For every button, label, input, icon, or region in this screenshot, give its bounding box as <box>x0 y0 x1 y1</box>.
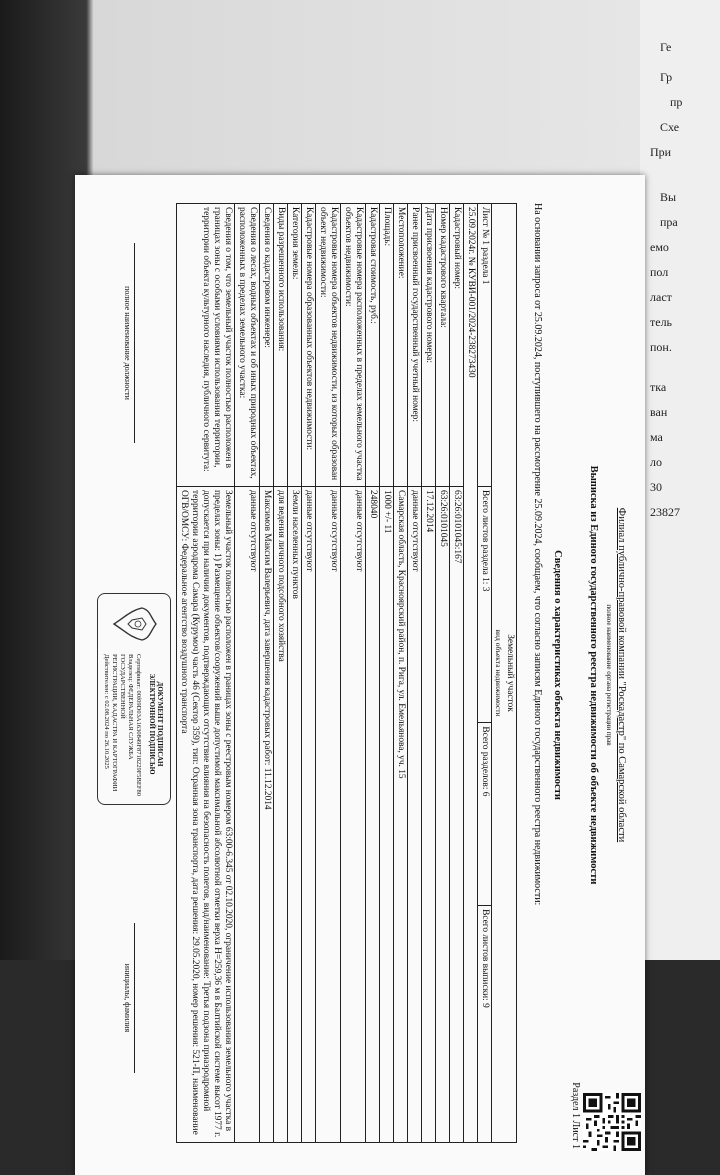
row-label: Виды разрешенного использования: <box>274 204 288 487</box>
table-row <box>492 204 517 1143</box>
table-row <box>380 204 394 1143</box>
stamp-validity: Действителен: с 02.08.2024 по 26.10.2025 <box>103 654 110 769</box>
stamp-title-line2: ЭЛЕКТРОННОЙ ПОДПИСЬЮ <box>148 673 156 775</box>
stamp-owner-line2: РЕГИСТРАЦИИ, КАДАСТРА И КАРТОГРАФИИ <box>111 654 118 792</box>
object-type-cell <box>492 204 517 1143</box>
fragment-text: 30 <box>650 480 662 494</box>
sheets-total: Всего листов выписки: 9 <box>478 906 492 1143</box>
row-value: 1000 +/- 11 <box>380 487 394 1143</box>
row-label: Категория земель: <box>288 204 302 487</box>
fragment-text: емо <box>650 240 669 254</box>
table-row <box>464 204 478 1143</box>
fragment-text: ван <box>650 405 668 419</box>
row-label: Кадастровая стоимость, руб.: <box>366 204 380 487</box>
row-value: Земельный участок полностью расположен в границах зоны с реестровым номером 63:00-6.345 от 02.10.2020, ограничение использования земельного участка в пределах зоны: 1) Размещение объектов/сооружений выше допустимой максимальной абсолютной отметки верха H=259,36 м в Балтийской системе высот 1977 г. допускается при наличии документов, подтверждающих отсутствие влияния на безопасность полетов, вид/наименование: Третья подзона приаэродромной территории аэродрома Самара (Курумоч) часть 46 (Сектор 359), тип: Охранная зона транспорта, дата решения: 29.05.2020, номер решения: 521-П, наименование ОГВ/ОМСУ: Федеральное агентство воздушного транспорта <box>177 487 235 1143</box>
fragment-text: ма <box>650 430 663 444</box>
row-value: Самарская область, Красноярский район, п. Рига, ул. Емельянова, уч. 15 <box>394 487 408 1143</box>
row-label: Сведения о том, что земельный участок полностью расположен в границах зоны с особыми условиями использования территории, территории объекта культурного наследия, публичного сервитута: <box>177 204 235 487</box>
document-page <box>75 175 645 1175</box>
table-row <box>274 204 288 1143</box>
table-row <box>288 204 302 1143</box>
fragment-text: Схе <box>660 120 680 134</box>
fragment-text: Ге <box>660 40 672 54</box>
document-subtitle: Сведения о характеристиках объекта недвижимости <box>552 550 563 800</box>
row-value: Максимов Максим Валерьевич, дата завершения кадастровых работ: 11.12.2014 <box>260 487 274 1143</box>
fragment-text: пол <box>650 265 669 279</box>
stamp-title-line1: ДОКУМЕНТ ПОДПИСАН <box>156 681 164 767</box>
rotated-document <box>75 175 645 1175</box>
organization-caption: полное наименование органа регистрации прав <box>605 604 613 746</box>
fragment-text: ло <box>650 455 662 469</box>
object-type: Земельный участок <box>505 634 515 712</box>
table-row <box>235 204 260 1143</box>
fragment-text: 23827 <box>650 505 680 519</box>
table-row <box>316 204 341 1143</box>
underlying-page <box>640 0 720 960</box>
row-value: данные отсутствуют <box>341 487 366 1143</box>
table-row <box>177 204 235 1143</box>
table-row <box>450 204 464 1143</box>
row-value: данные отсутствуют <box>316 487 341 1143</box>
row-value: 17.12.2014 <box>422 487 436 1143</box>
fragment-text: пон. <box>650 340 672 354</box>
fragment-text: ласт <box>650 290 672 304</box>
row-value: данные отсутствуют <box>302 487 316 1143</box>
table-row <box>422 204 436 1143</box>
property-table <box>176 203 517 1143</box>
row-label: Ранее присвоенный государственный учетный номер: <box>408 204 422 487</box>
row-label: Площадь: <box>380 204 394 487</box>
row-value: данные отсутствуют <box>235 487 260 1143</box>
sheet-number: Лист № 1 раздела 1 <box>478 204 492 487</box>
fragment-text: пр <box>670 95 683 109</box>
stamp-owner-line1: Владелец: ФЕДЕРАЛЬНАЯ СЛУЖБА ГОСУДАРСТВЕННОЙ <box>119 654 134 760</box>
sheets-in-section: Всего листов раздела 1: 3 <box>478 487 492 723</box>
row-label: Кадастровый номер: <box>450 204 464 487</box>
position-caption: полное наименование должности <box>123 243 135 443</box>
object-type-caption: вид объекта недвижимости <box>494 629 503 717</box>
row-label: Кадастровые номера объектов недвижимости, из которых образован объект недвижимости: <box>316 204 341 487</box>
row-label: Кадастровые номера расположенных в пределах земельного участка объектов недвижимости: <box>341 204 366 487</box>
table-row <box>302 204 316 1143</box>
signature-block <box>95 203 175 1143</box>
sections-total: Всего разделов: 6 <box>478 723 492 906</box>
table-row <box>394 204 408 1143</box>
row-label: Кадастровые номера образованных объектов недвижимости: <box>302 204 316 487</box>
row-label: Номер кадастрового квартала: <box>436 204 450 487</box>
document-title: Выписка из Единого государственного реестра недвижимости об объекте недвижимости <box>588 465 599 885</box>
table-row <box>366 204 380 1143</box>
extract-date-number: 25.09.2024г. № КУВИ-001/2024-238273430 <box>464 204 478 1143</box>
fragment-text: пра <box>660 215 678 229</box>
row-label: Местоположение: <box>394 204 408 487</box>
fragment-text: тель <box>650 315 673 329</box>
request-basis-text: На основании запроса от 25.09.2024, поступившего на рассмотрение 25.09.2024, сообщаем, что согласно записям Единого государственного реестра недвижимости: <box>532 203 543 906</box>
coat-of-arms-icon <box>110 602 160 646</box>
initials-caption: инициалы, фамилия <box>123 923 135 1073</box>
row-label: Сведения о лесах, водных объектах и об иных природных объектах, расположенных в пределах земельного участка: <box>235 204 260 487</box>
table-row <box>341 204 366 1143</box>
section-sheet-label: Раздел 1 Лист 1 <box>570 1082 581 1149</box>
table-row <box>436 204 450 1143</box>
row-value: 63:26:0101045 <box>436 487 450 1143</box>
fragment-text: Гр <box>660 70 673 84</box>
row-value: Земли населенных пунктов <box>288 487 302 1143</box>
organization-name: Филиал публично-правовой компании "Роскадастр" по Самарской области <box>616 507 627 843</box>
table-row <box>478 204 492 1143</box>
fragment-text: Вы <box>660 190 677 204</box>
row-value: 248040 <box>366 487 380 1143</box>
table-row <box>408 204 422 1143</box>
table-row <box>260 204 274 1143</box>
electronic-signature-stamp <box>97 593 171 805</box>
fragment-text: тка <box>650 380 667 394</box>
row-value: для ведения личного подсобного хозяйства <box>274 487 288 1143</box>
row-label: Сведения о кадастровом инженере: <box>260 204 274 487</box>
row-value: данные отсутствуют <box>408 487 422 1143</box>
stamp-certificate: Сертификат: 00f09D03A1630849F8718229F5BEF80 <box>135 654 142 796</box>
row-label: Дата присвоения кадастрового номера: <box>422 204 436 487</box>
row-value: 63:26:0101045:167 <box>450 487 464 1143</box>
fragment-text: При <box>650 145 672 159</box>
